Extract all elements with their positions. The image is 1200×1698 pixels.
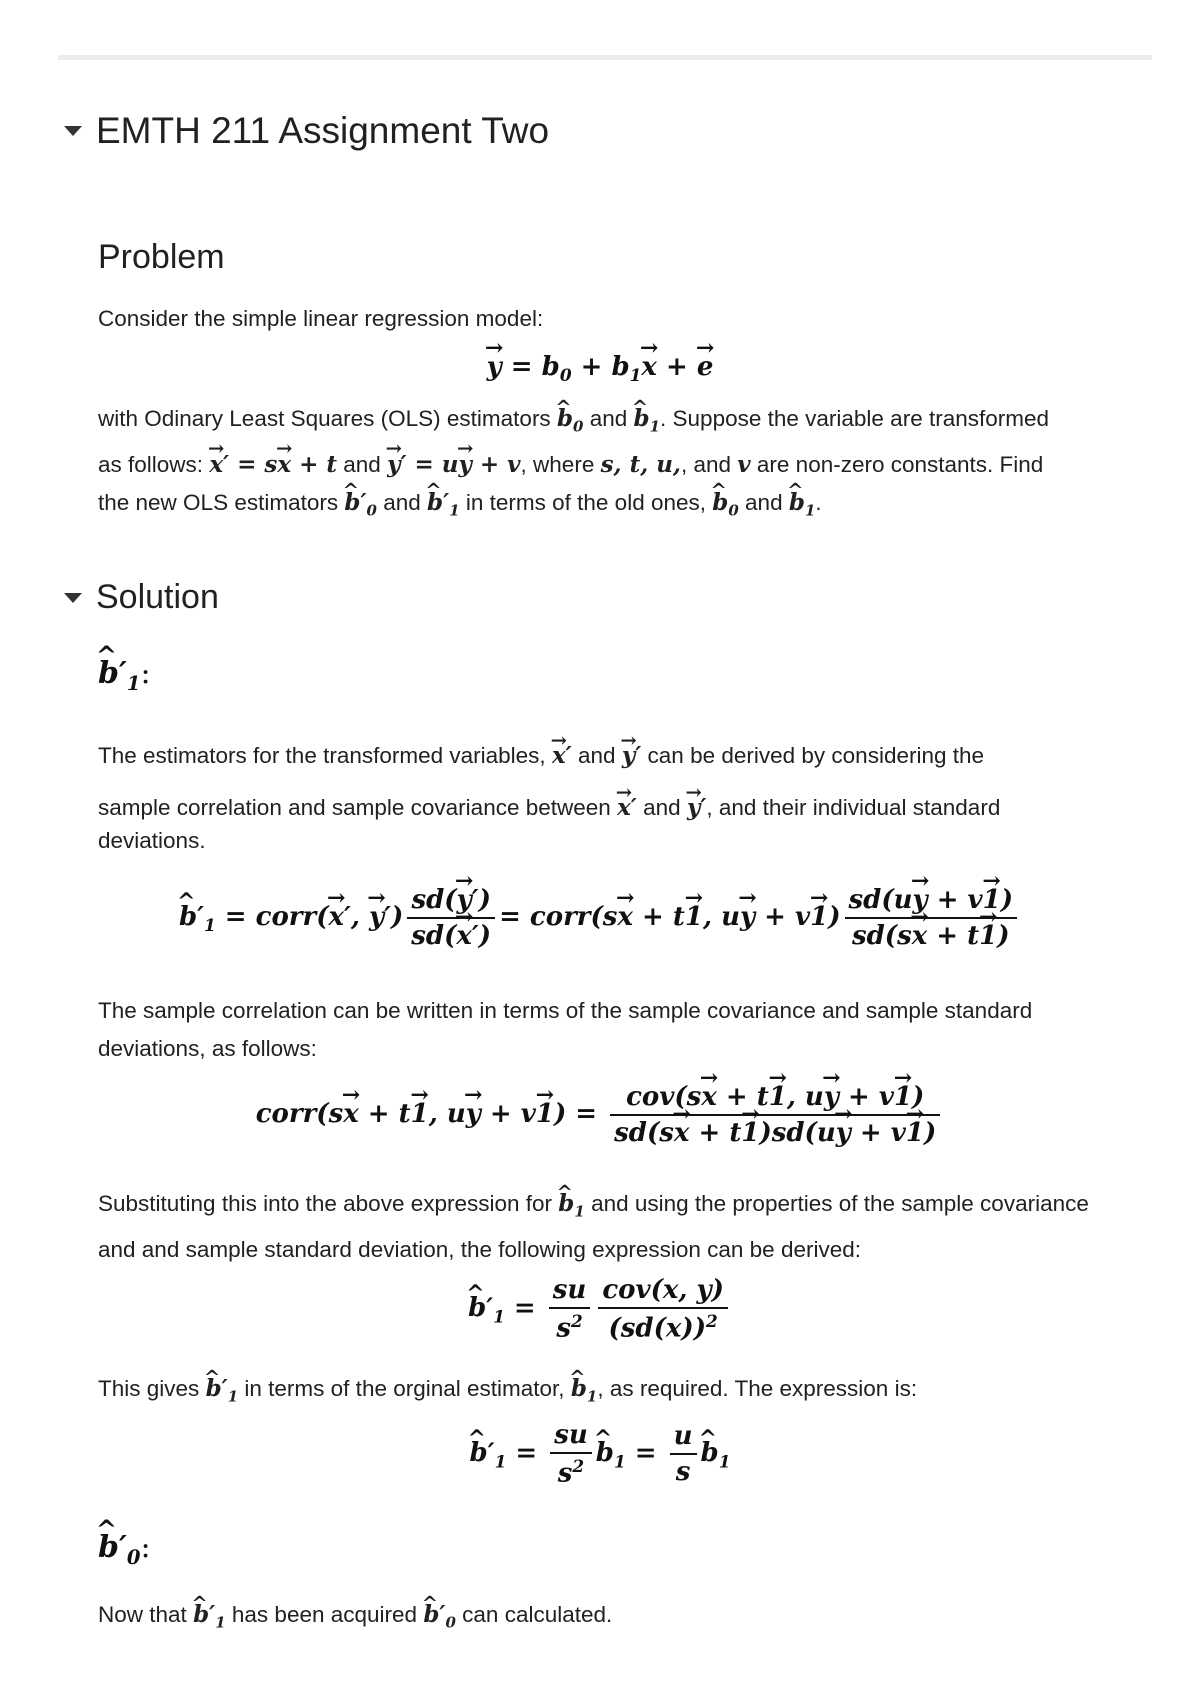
solution-paragraph-1-end: deviations. [98,828,206,853]
top-divider [58,55,1152,60]
page-title: EMTH 211 Assignment Two [96,110,550,151]
b1-prime-derived-equation: ^ $b'_1$ = $\frac{su}{s^2}$ $\frac{\text{cov(x, y)}}{(sd(x))^2}$ [0,1275,1200,1344]
solution-heading: Solution [96,578,219,616]
problem-paragraph: with Odinary Least Squares (OLS) estimators ^ $b_0$ and ^ $b_1$. Suppose the variable are transformed as follows: → x′ = s→ x + t and → y′ = u→ y + v, where s, t, u,, and v are non-zero constants. Find the new OLS estimators ^ $b'_0$ and ^ $b'_1$ in terms of the old ones, ^ $b_0$ and ^ $b_1$. [98,400,1118,529]
caret-down-icon[interactable] [64,593,82,603]
solution-paragraph-1: The estimators for the transformed variables, → x′ and → y′ can be derived by considering the sample correlation and sample covariance between → x′ and → y′, and their individual standard [98,730,1118,834]
problem-intro: Consider the simple linear regression model: [98,306,544,331]
b0-prime-heading: ^ $b'_0$: [98,1530,151,1569]
section-toggle-title[interactable] [64,110,549,152]
solution-paragraph-5: Now that ^ $b'_1$ has been acquired ^ $b'_0$ can calculated. [98,1596,1118,1642]
model-equation: → $y = b_0 + b_1\to x$ + → e [0,352,1200,385]
solution-paragraph-4: This gives ^ $b'_1$ in terms of the orginal estimator, ^ $b_1$, as required. The expression is: [98,1370,1118,1416]
solution-paragraph-3: Substituting this into the above expression for ^ $b_1$ and using the properties of the sample covariance and and sample standard deviation, the following expression can be derived: [98,1185,1118,1269]
section-toggle-solution[interactable] [64,578,219,617]
b1-prime-equation: ^ $b'_1$ = corr(→ x′, → y′) $\frac{sd(\to y')}{sd(\to x')}$ = corr(s→ x + t→ 1, u→ y + v→ 1) $\frac{sd(u\to y + v\to 1)}{sd(s\to x + t\to 1)}$ [0,885,1200,951]
b1-prime-heading: ^ $b'_1$: [98,656,151,695]
correlation-equation: corr(s→ x + t→ 1, u→ y + v→ 1) = $\frac{\text{cov(s→ x + t→ 1, u→ y + v→ 1)}}{sd(s\to x + t\to 1)sd(u\to y + v\to 1)}$ [0,1082,1200,1148]
solution-paragraph-2: The sample correlation can be written in terms of the sample covariance and sample standard deviations, as follows: [98,998,1033,1061]
b1-prime-final-equation: ^ $b'_1$ = $\frac{su}{s^2}$ ^ $b_1$ = $\frac{u}{s}$ ^ $b_1$ [0,1420,1200,1489]
caret-down-icon[interactable] [64,126,82,136]
problem-heading: Problem [98,238,225,276]
